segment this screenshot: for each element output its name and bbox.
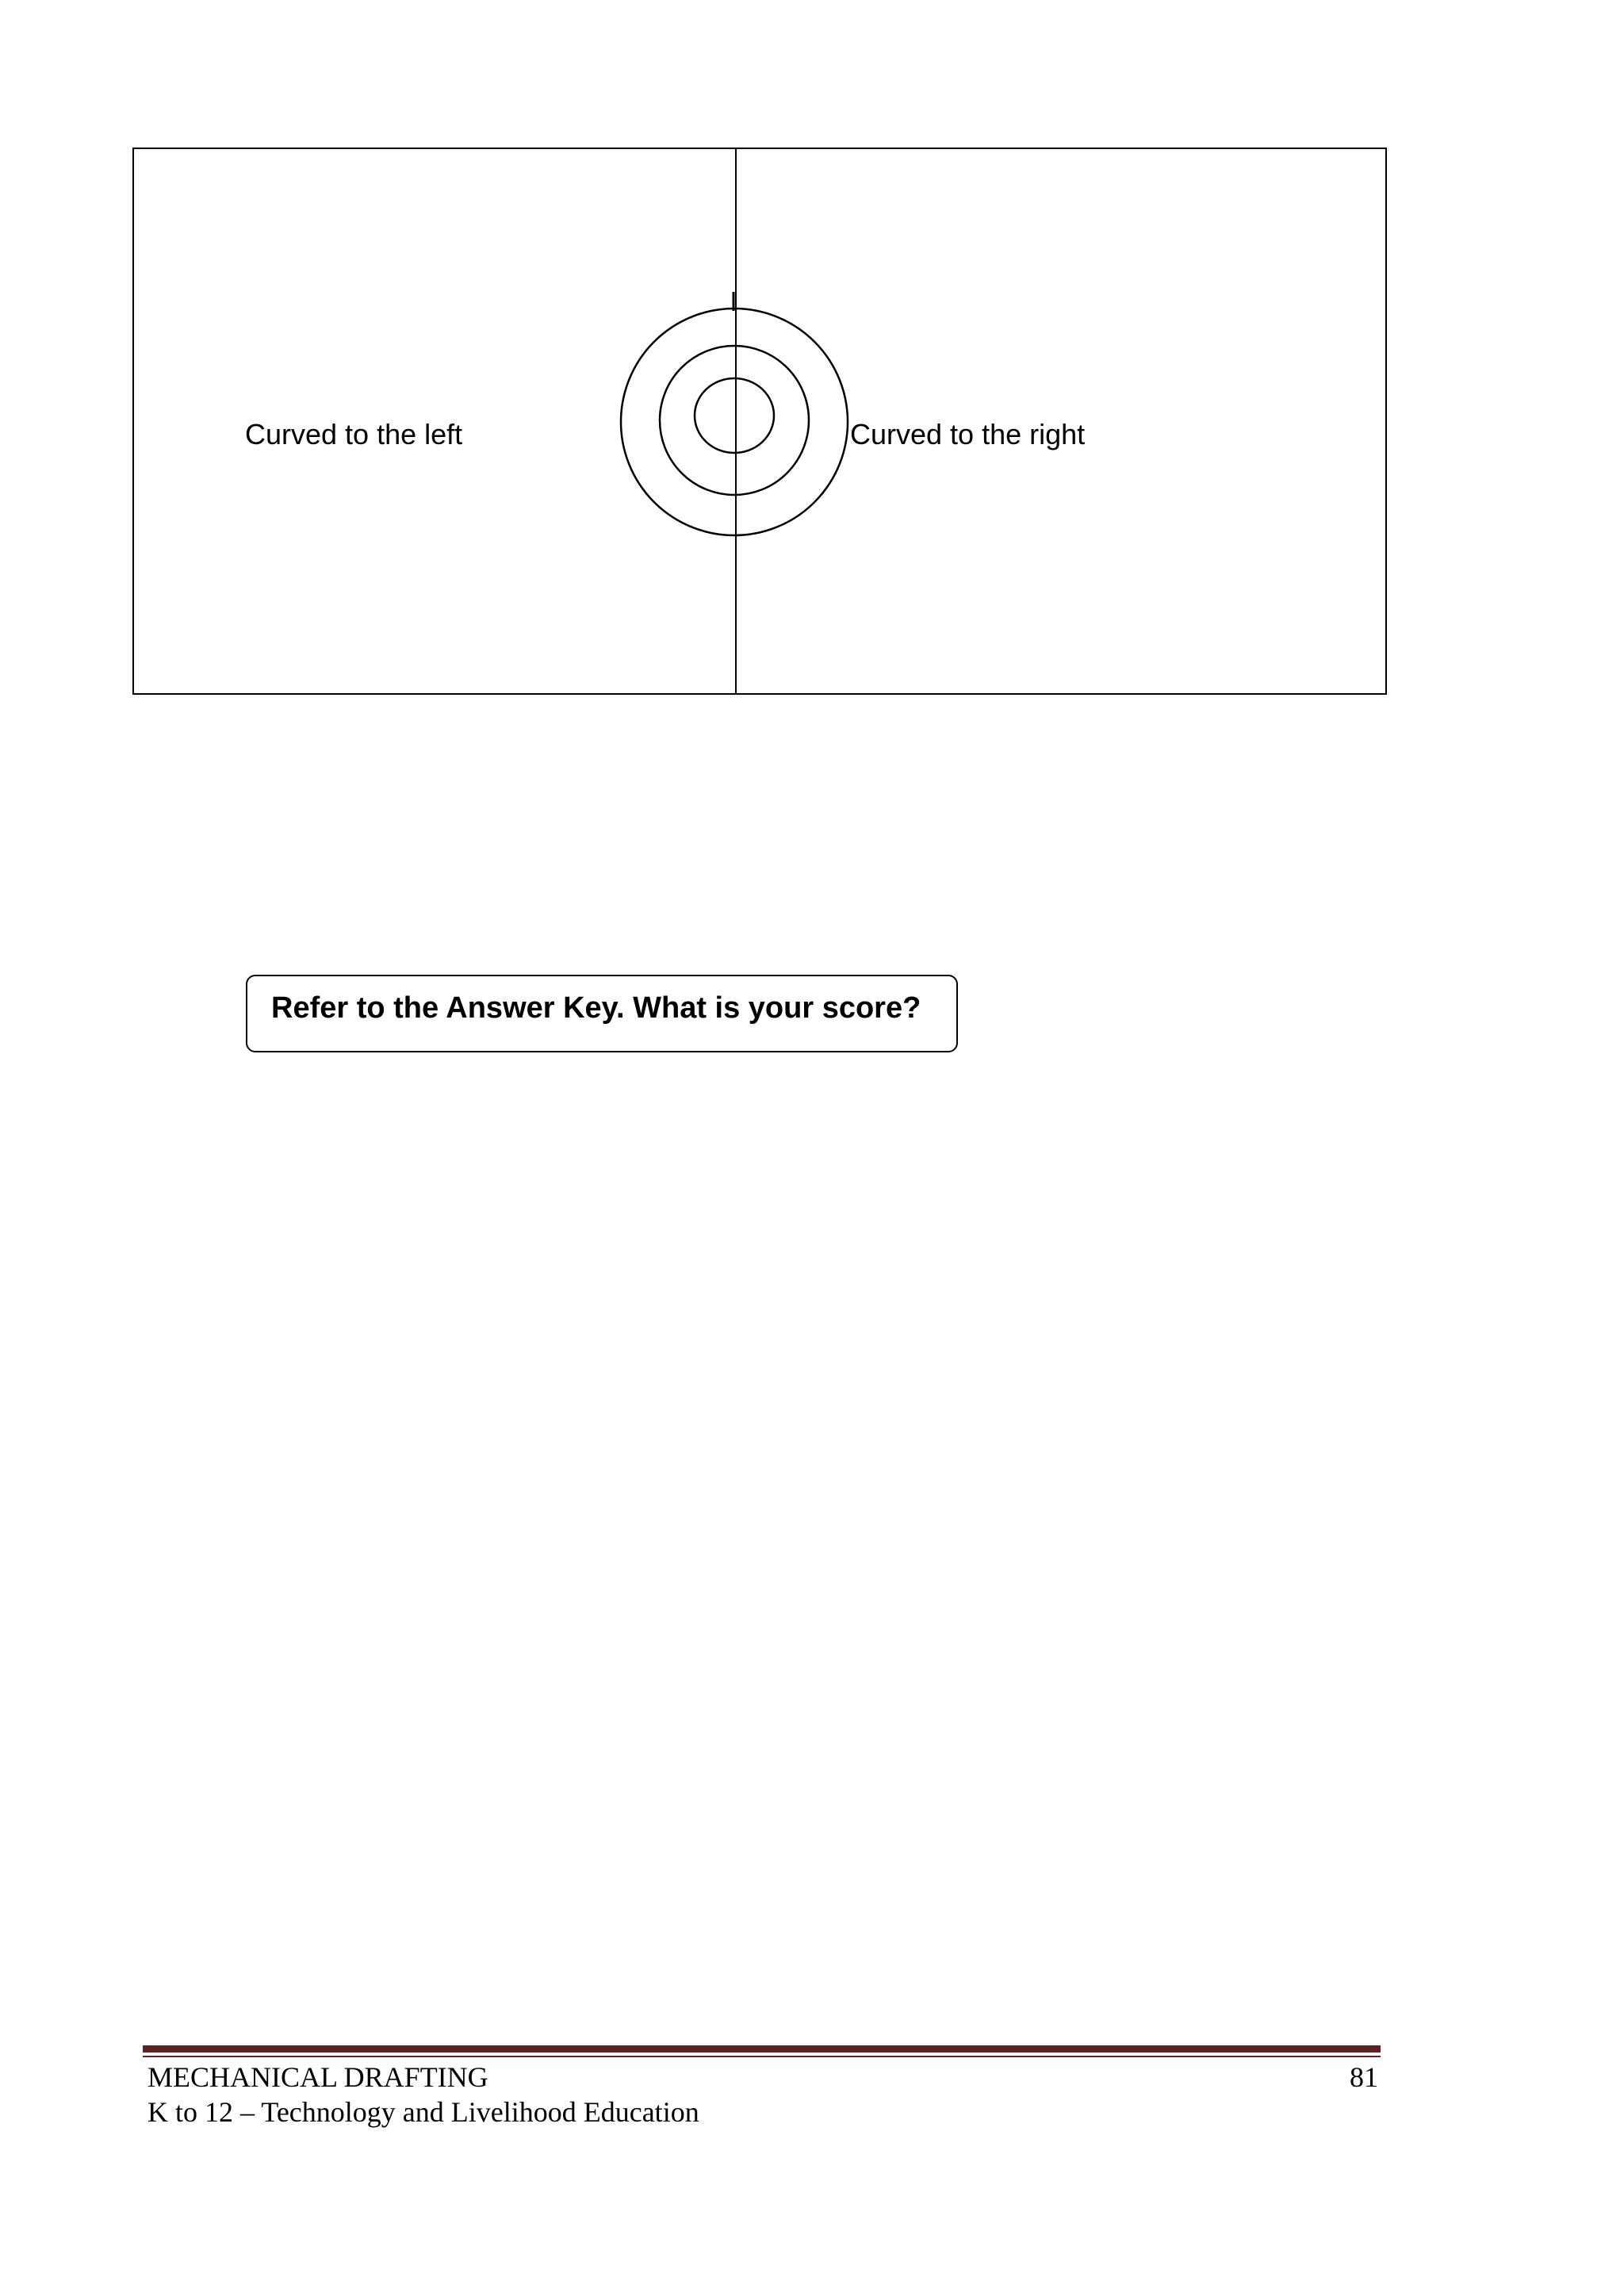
left-label: Curved to the left xyxy=(245,418,463,450)
right-label: Curved to the right xyxy=(850,418,1086,450)
footer-rule-thick xyxy=(143,2045,1381,2053)
callout-text: Refer to the Answer Key. What is your score? xyxy=(271,991,921,1025)
page-number: 81 xyxy=(1350,2061,1378,2093)
footer-title: MECHANICAL DRAFTING xyxy=(147,2061,488,2093)
outer-circle xyxy=(621,309,848,535)
answer-key-callout xyxy=(246,975,958,1052)
footer-subtitle: K to 12 – Technology and Livelihood Education xyxy=(147,2096,699,2128)
inner-ellipse xyxy=(695,378,774,453)
footer-rule-thin xyxy=(143,2056,1381,2057)
middle-circle xyxy=(660,346,809,495)
concentric-circles-diagram xyxy=(0,0,1624,714)
